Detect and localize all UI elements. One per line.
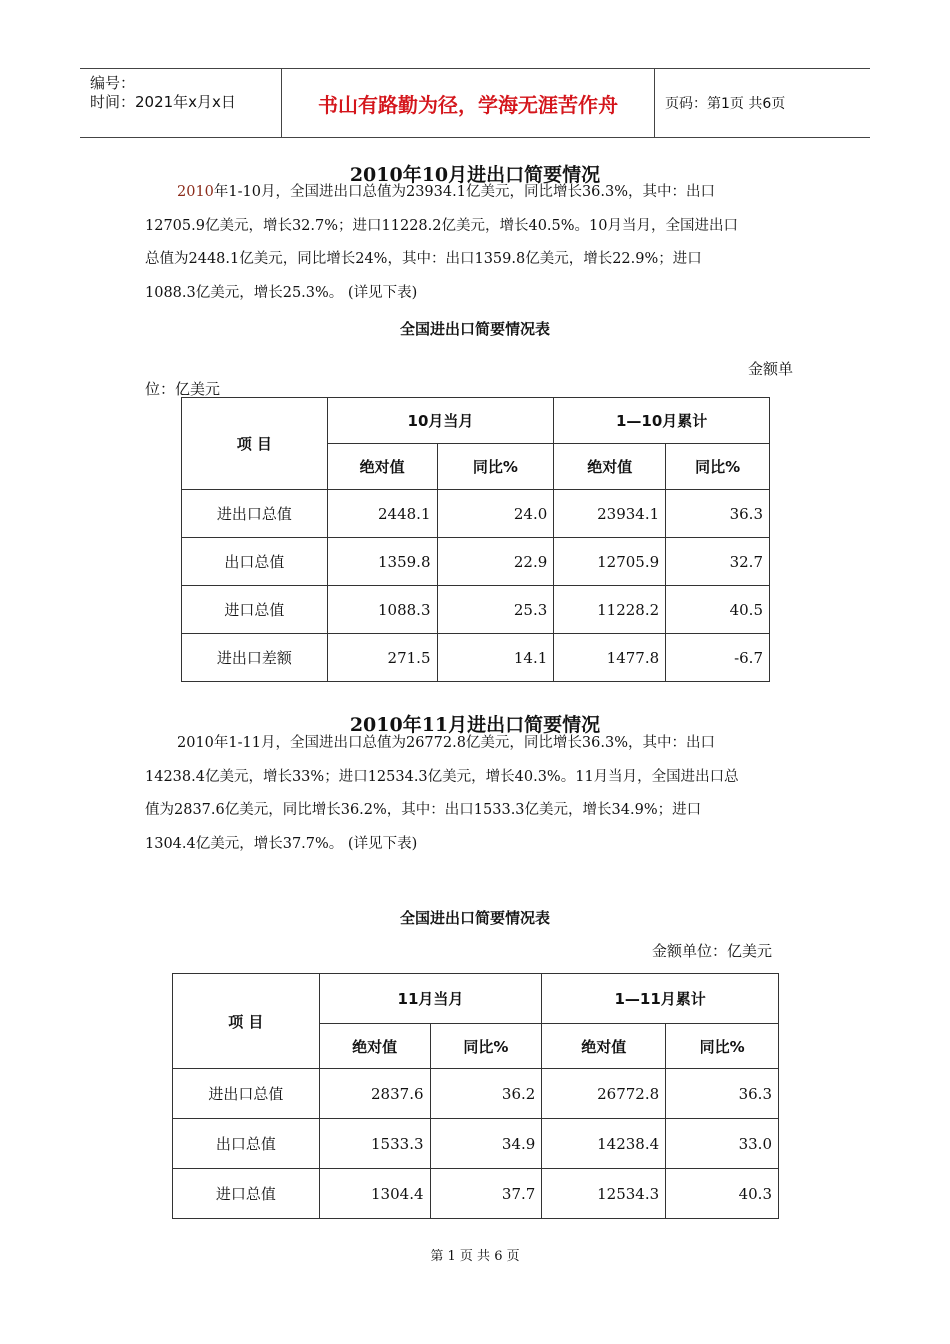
section2-unit: 金额单位：亿美元 xyxy=(652,942,773,960)
table-header-month: 11月当月 xyxy=(319,974,542,1024)
cell: 32.7 xyxy=(666,538,770,586)
section1-paragraph xyxy=(145,176,805,310)
table-row xyxy=(182,538,770,586)
cell: 24.0 xyxy=(437,490,554,538)
cell: 40.3 xyxy=(666,1169,779,1219)
header-meta xyxy=(80,69,280,137)
cell: 22.9 xyxy=(437,538,554,586)
header-number: 编号： xyxy=(90,74,136,92)
table-header-abs: 绝对值 xyxy=(319,1024,430,1069)
table-header-yoy: 同比% xyxy=(666,444,770,490)
cell: 1304.4 xyxy=(319,1169,430,1219)
header-date: 时间：2021年x月x日 xyxy=(90,93,236,111)
section2-title: 2010年11月进出口简要情况 xyxy=(349,714,601,736)
row-label: 出口总值 xyxy=(182,538,328,586)
row-label: 进出口总值 xyxy=(173,1069,320,1119)
cell: 36.3 xyxy=(666,490,770,538)
cell: 23934.1 xyxy=(554,490,666,538)
table-header-abs: 绝对值 xyxy=(327,444,437,490)
table-header-yoy: 同比% xyxy=(437,444,554,490)
table-row xyxy=(173,1119,779,1169)
cell: 271.5 xyxy=(327,634,437,682)
cell: 26772.8 xyxy=(542,1069,666,1119)
table-header-item: 项 目 xyxy=(173,974,320,1069)
table-header-yoy: 同比% xyxy=(430,1024,542,1069)
cell: 14238.4 xyxy=(542,1119,666,1169)
cell: 37.7 xyxy=(430,1169,542,1219)
cell: 1477.8 xyxy=(554,634,666,682)
section1-line-3: 总值为2448.1亿美元，同比增长24%，其中：出口1359.8亿美元，增长22.9%；进口 xyxy=(145,251,702,267)
cell: 12534.3 xyxy=(542,1169,666,1219)
section1-line-1: 2010年1-10月，全国进出口总值为23934.1亿美元，同比增长36.3%，其中：出口 xyxy=(177,184,716,200)
cell: 2837.6 xyxy=(319,1069,430,1119)
row-label: 进出口总值 xyxy=(182,490,328,538)
section1-unit-b: 位：亿美元 xyxy=(145,380,221,398)
cell: 12705.9 xyxy=(554,538,666,586)
table-header-yoy: 同比% xyxy=(666,1024,779,1069)
section2-table-title: 全国进出口简要情况表 xyxy=(399,909,550,927)
row-label: 进出口差额 xyxy=(182,634,328,682)
section2-line-4: 1304.4亿美元，增长37.7%。 (详见下表) xyxy=(145,835,418,852)
table-header-abs: 绝对值 xyxy=(554,444,666,490)
section1-table-title: 全国进出口简要情况表 xyxy=(399,320,550,338)
section1-line-4: 1088.3亿美元，增长25.3%。 (详见下表) xyxy=(145,284,418,301)
section1-table xyxy=(181,397,770,682)
table-header-month: 10月当月 xyxy=(327,398,554,444)
page-footer: 第 1 页 共 6 页 xyxy=(430,1249,520,1264)
row-label: 进口总值 xyxy=(173,1169,320,1219)
cell: 36.3 xyxy=(666,1069,779,1119)
cell: 33.0 xyxy=(666,1119,779,1169)
cell: 14.1 xyxy=(437,634,554,682)
table-header-cumulative: 1—10月累计 xyxy=(554,398,770,444)
row-label: 出口总值 xyxy=(173,1119,320,1169)
cell: 34.9 xyxy=(430,1119,542,1169)
table-header-cumulative: 1—11月累计 xyxy=(542,974,779,1024)
table-row xyxy=(173,1169,779,1219)
table-row xyxy=(173,1069,779,1119)
cell: 40.5 xyxy=(666,586,770,634)
section1-line-2: 12705.9亿美元，增长32.7%；进口11228.2亿美元，增长40.5%。10月当月，全国进出口 xyxy=(145,217,738,234)
cell: 1088.3 xyxy=(327,586,437,634)
table-row xyxy=(182,586,770,634)
section1-year: 2010 xyxy=(177,184,214,200)
section2-table xyxy=(172,973,779,1219)
header-motto: 书山有路勤为径，学海无涯苦作舟 xyxy=(281,69,655,137)
cell: 36.2 xyxy=(430,1069,542,1119)
cell: 11228.2 xyxy=(554,586,666,634)
row-label: 进口总值 xyxy=(182,586,328,634)
table-row xyxy=(182,634,770,682)
section2-paragraph xyxy=(145,727,805,861)
section2-line-2: 14238.4亿美元，增长33%；进口12534.3亿美元，增长40.3%。11月当月，全国进出口总 xyxy=(145,768,739,785)
table-header-abs: 绝对值 xyxy=(542,1024,666,1069)
section2-line-3: 值为2837.6亿美元，同比增长36.2%，其中：出口1533.3亿美元，增长34.9%；进口 xyxy=(145,802,702,818)
header-page-number: 页码：第1页 共6页 xyxy=(665,96,786,112)
cell: 25.3 xyxy=(437,586,554,634)
cell: 1533.3 xyxy=(319,1119,430,1169)
cell: 2448.1 xyxy=(327,490,437,538)
section2-line-1: 2010年1-11月，全国进出口总值为26772.8亿美元，同比增长36.3%，其中：出口 xyxy=(177,735,715,751)
cell: -6.7 xyxy=(666,634,770,682)
table-row xyxy=(182,490,770,538)
page-header xyxy=(80,68,870,138)
table-header-item: 项 目 xyxy=(182,398,328,490)
section1-title: 2010年10月进出口简要情况 xyxy=(349,164,601,186)
section1-unit-a: 金额单 xyxy=(748,360,794,378)
cell: 1359.8 xyxy=(327,538,437,586)
